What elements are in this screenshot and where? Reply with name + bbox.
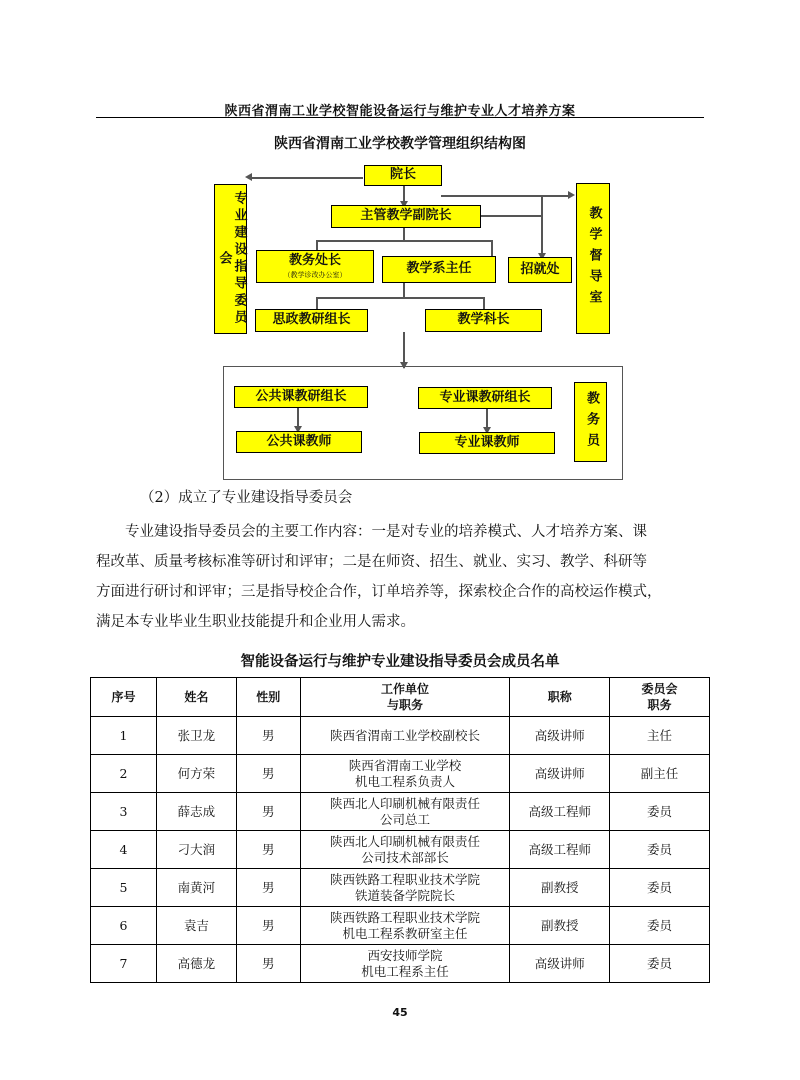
cell-role: 主任 [610, 717, 710, 755]
cell-unit [300, 907, 510, 945]
table-row [91, 869, 710, 907]
connector-line [316, 297, 484, 299]
cell-gender: 男 [236, 755, 300, 793]
cell-unit [300, 793, 510, 831]
cell-unit [300, 945, 510, 983]
cell-unit-line2: 公司技术部部长 [361, 849, 449, 865]
table-header-row [91, 678, 710, 717]
cell-title: 高级讲师 [510, 755, 610, 793]
cell-no: 2 [91, 755, 157, 793]
cell-unit-line1: 陕西北人印刷机械有限责任 [329, 833, 480, 849]
cell-no: 5 [91, 869, 157, 907]
table-row [91, 793, 710, 831]
section-heading: （2）成立了专业建设指导委员会 [140, 490, 353, 506]
committee-member-table [90, 677, 710, 983]
public-group-leader-box: 公共课教研组长 [234, 386, 368, 408]
major-teacher-box: 专业课教师 [419, 432, 555, 454]
cell-no: 4 [91, 831, 157, 869]
cell-unit-line2: 公司总工 [379, 811, 430, 827]
cell-gender: 男 [236, 869, 300, 907]
cell-unit-line2: 铁道装备学院院长 [354, 887, 455, 903]
section-paragraph [96, 517, 706, 637]
connector-line [316, 240, 318, 250]
connector-line [483, 297, 485, 309]
cell-name: 南黄河 [156, 869, 236, 907]
cell-unit-line2: 机电工程系负责人 [354, 773, 455, 789]
connector-line [403, 283, 405, 297]
header-role-line1: 委员会 [641, 682, 678, 696]
header-unit [300, 678, 510, 717]
cell-gender: 男 [236, 907, 300, 945]
cell-unit [300, 717, 510, 755]
header-no: 序号 [91, 678, 157, 717]
connector-line [541, 195, 543, 255]
cell-name: 张卫龙 [156, 717, 236, 755]
cell-unit-line1: 陕西铁路工程职业技术学院 [329, 909, 480, 925]
academic-office-sublabel: （教学诊改办公室） [283, 270, 347, 279]
paragraph-line: 满足本专业毕业生职业技能提升和企业用人需求。 [96, 614, 415, 630]
cell-no: 7 [91, 945, 157, 983]
major-group-leader-box: 专业课教研组长 [418, 387, 552, 409]
cell-name: 何方荣 [156, 755, 236, 793]
connector-line [316, 240, 492, 242]
cell-name: 薛志成 [156, 793, 236, 831]
arrow-left [245, 173, 252, 181]
cell-role: 委员 [610, 869, 710, 907]
cell-role: 委员 [610, 945, 710, 983]
cell-role: 副主任 [610, 755, 710, 793]
president-box: 院长 [364, 165, 442, 186]
table-row [91, 907, 710, 945]
table-row [91, 945, 710, 983]
committee-box: 专业建设指导委员会 [214, 184, 247, 334]
cell-name: 刁大润 [156, 831, 236, 869]
cell-title: 高级讲师 [510, 717, 610, 755]
page-number: 45 [392, 1006, 408, 1019]
cell-unit-line1: 西安技师学院 [367, 947, 443, 963]
header-title: 职称 [510, 678, 610, 717]
cell-no: 3 [91, 793, 157, 831]
cell-name: 高德龙 [156, 945, 236, 983]
table-row [91, 717, 710, 755]
header-divider [96, 117, 704, 118]
cell-unit-line2: 机电工程系教研室主任 [342, 925, 468, 941]
header-unit-line2: 与职务 [386, 698, 423, 712]
ideology-group-box: 思政教研组长 [255, 309, 368, 332]
cell-unit-line1: 陕西北人印刷机械有限责任 [329, 795, 480, 811]
table-title: 智能设备运行与维护专业建设指导委员会成员名单 [240, 653, 560, 670]
cell-title: 高级工程师 [510, 793, 610, 831]
org-chart-title: 陕西省渭南工业学校教学管理组织结构图 [274, 136, 526, 152]
connector-line [403, 228, 405, 240]
cell-title: 副教授 [510, 907, 610, 945]
table-row [91, 831, 710, 869]
cell-title: 高级工程师 [510, 831, 610, 869]
cell-title: 高级讲师 [510, 945, 610, 983]
cell-unit-line1: 陕西省渭南工业学校 [348, 757, 462, 773]
cell-title: 副教授 [510, 869, 610, 907]
cell-no: 6 [91, 907, 157, 945]
cell-unit-line1: 陕西铁路工程职业技术学院 [329, 871, 480, 887]
arrow-right [568, 191, 575, 199]
vice-president-box: 主管教学副院长 [331, 205, 481, 228]
paragraph-line: 专业建设指导委员会的主要工作内容：一是对专业的培养模式、人才培养方案、课 [125, 524, 647, 540]
connector-line [441, 195, 569, 197]
connector-line [250, 177, 363, 179]
page-header-title: 陕西省渭南工业学校智能设备运行与维护专业人才培养方案 [224, 104, 576, 119]
supervision-box: 教学督导室 [576, 183, 610, 334]
cell-unit-line1: 陕西省渭南工业学校副校长 [329, 727, 480, 743]
academic-office-label: 教务处长 [288, 253, 341, 268]
cell-gender: 男 [236, 831, 300, 869]
teaching-section-box: 教学科长 [425, 309, 542, 332]
connector-line [316, 297, 318, 309]
cell-role: 委员 [610, 831, 710, 869]
cell-gender: 男 [236, 945, 300, 983]
public-teacher-box: 公共课教师 [236, 431, 362, 453]
cell-gender: 男 [236, 793, 300, 831]
cell-gender: 男 [236, 717, 300, 755]
header-name: 姓名 [156, 678, 236, 717]
cell-role: 委员 [610, 793, 710, 831]
cell-no: 1 [91, 717, 157, 755]
cell-unit [300, 831, 510, 869]
cell-unit [300, 869, 510, 907]
header-unit-line1: 工作单位 [380, 682, 429, 696]
cell-name: 袁吉 [156, 907, 236, 945]
paragraph-line: 程改革、质量考核标准等研讨和评审；二是在师资、招生、就业、实习、教学、科研等 [96, 554, 647, 570]
cell-unit [300, 755, 510, 793]
academic-office-box [256, 250, 374, 283]
connector-line [481, 215, 541, 217]
table-row [91, 755, 710, 793]
cell-role: 委员 [610, 907, 710, 945]
header-role-line2: 职务 [647, 698, 672, 712]
teaching-group-frame [223, 366, 623, 480]
header-gender: 性别 [236, 678, 300, 717]
paragraph-line: 方面进行研讨和评审；三是指导校企合作，订单培养等，探索校企合作的高校运作模式， [96, 584, 662, 600]
clerk-box: 教务员 [574, 382, 607, 462]
department-head-box: 教学系主任 [382, 256, 496, 283]
admissions-box: 招就处 [508, 257, 572, 283]
cell-unit-line2: 机电工程系主任 [361, 963, 449, 979]
header-role [610, 678, 710, 717]
connector-line [491, 240, 493, 256]
